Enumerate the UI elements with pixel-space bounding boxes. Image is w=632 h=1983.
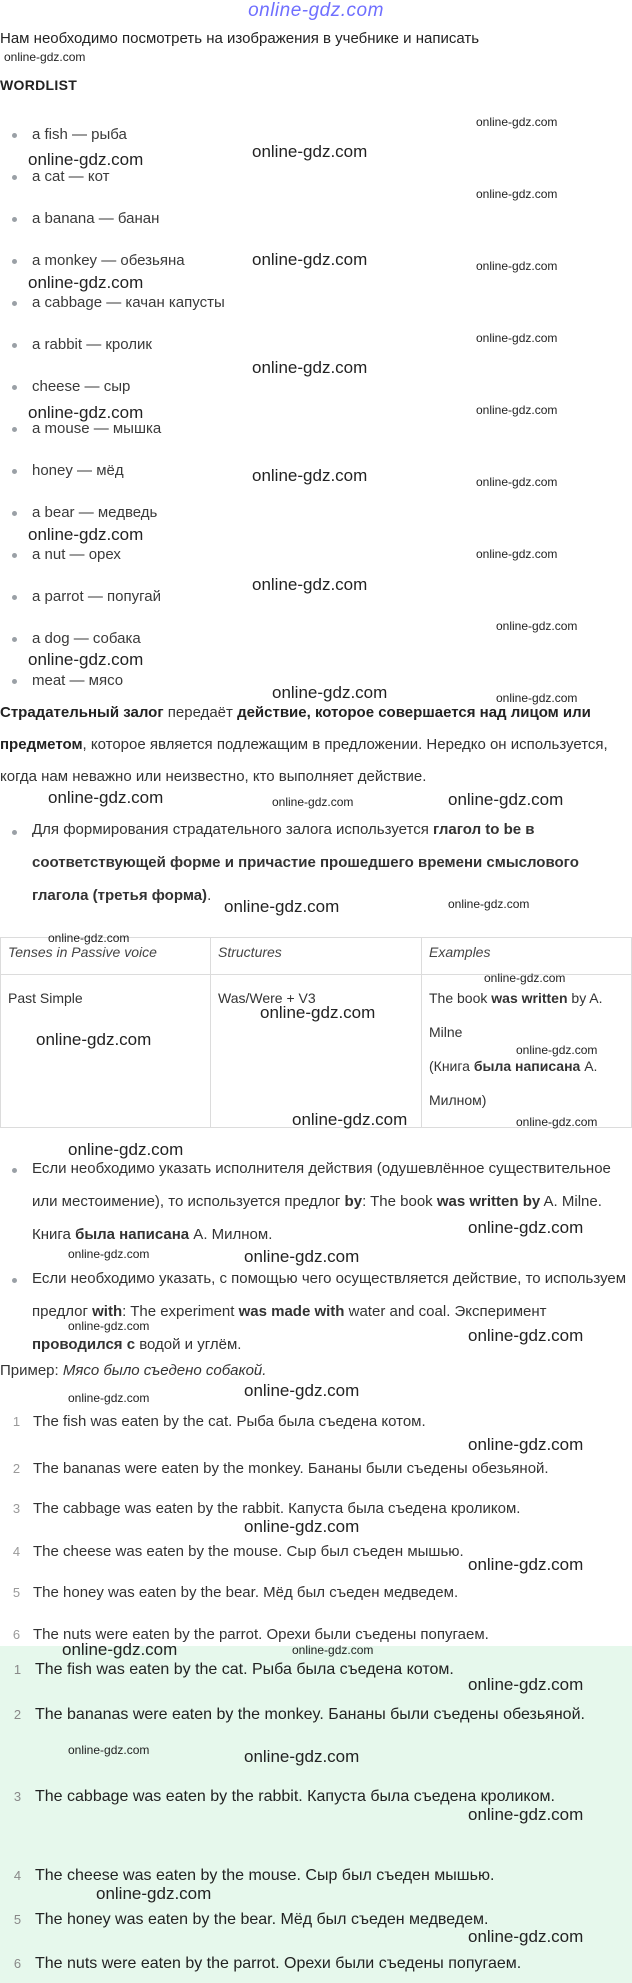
bullet-icon [12, 1278, 17, 1283]
watermark: online-gdz.com [476, 475, 558, 489]
watermark: online-gdz.com [244, 1381, 360, 1400]
watermark: online-gdz.com [68, 1743, 150, 1757]
watermark: online-gdz.com [68, 1391, 150, 1405]
watermark: online-gdz.com [28, 273, 144, 292]
table-cell-tense: Past Simple [1, 975, 211, 1128]
list-item: 3 The cabbage was eaten by the rabbit. Капуста была съедена кроликом. [12, 1500, 521, 1517]
list-item: a banana — банан [12, 210, 159, 227]
watermark: online-gdz.com [516, 1115, 598, 1129]
bullet-icon [12, 830, 17, 835]
watermark: online-gdz.com [468, 1675, 584, 1694]
watermark: online-gdz.com [252, 250, 368, 269]
watermark: online-gdz.com [244, 1247, 360, 1266]
watermark: online-gdz.com [28, 650, 144, 669]
watermark: online-gdz.com [244, 1517, 360, 1536]
watermark: online-gdz.com [252, 142, 368, 161]
list-item: a dog — собака [12, 630, 141, 647]
watermark: online-gdz.com [36, 1030, 152, 1049]
watermark: online-gdz.com [260, 1003, 376, 1022]
watermark: online-gdz.com [252, 575, 368, 594]
list-item: 5 The honey was eaten by the bear. Мёд был съеден медведем. [12, 1584, 459, 1601]
watermark: online-gdz.com [476, 187, 558, 201]
watermark: online-gdz.com [48, 788, 164, 807]
list-item: meat — мясо [12, 672, 123, 689]
watermark: online-gdz.com [96, 1884, 212, 1903]
list-item: 1 The fish was eaten by the cat. Рыба была съедена котом. [12, 1413, 426, 1430]
example-line: Пример: Мясо было съедено собакой. [0, 1362, 267, 1379]
bullet-icon [12, 511, 17, 516]
watermark: online-gdz.com [68, 1140, 184, 1159]
list-item: 5 The honey was eaten by the bear. Мёд был съеден медведем. [13, 1911, 489, 1928]
watermark: online-gdz.com [4, 50, 86, 64]
watermark: online-gdz.com [496, 691, 578, 705]
list-item: a parrot — попугай [12, 588, 161, 605]
watermark: online-gdz.com [468, 1927, 584, 1946]
watermark: online-gdz.com [292, 1110, 408, 1129]
watermark: online-gdz.com [468, 1805, 584, 1824]
note-with-paragraph: Если необходимо указать, с помощью чего осуществляется действие, то используем предлог with: The experiment was made with water and coal. Эксперимент проводился с водой и углём. [32, 1270, 627, 1353]
watermark: online-gdz.com [468, 1218, 584, 1237]
watermark: online-gdz.com [448, 790, 564, 809]
list-item: a bear — медведь [12, 504, 157, 521]
list-item: 4 The cheese was eaten by the mouse. Сыр был съеден мышью. [12, 1543, 464, 1560]
list-item: 1 The fish was eaten by the cat. Рыба была съедена котом. [13, 1661, 454, 1678]
watermark: online-gdz.com [252, 358, 368, 377]
bullet-icon [12, 343, 17, 348]
table-header-structures: Structures [211, 938, 422, 975]
watermark: online-gdz.com [476, 547, 558, 561]
list-item: 2 The bananas were eaten by the monkey. Бананы были съедены обезьяной. [13, 1706, 585, 1723]
watermark: online-gdz.com [496, 619, 578, 633]
watermark: online-gdz.com [272, 795, 354, 809]
site-header: online-gdz.com [248, 0, 384, 21]
watermark: online-gdz.com [48, 931, 130, 945]
list-item: a fish — рыба [12, 126, 127, 143]
passive-rule-paragraph: Для формирования страдательного залога используется глагол to be в соответствующей форме и причастие прошедшего времени смыслового глагола (третья форма). [32, 821, 579, 904]
list-item: honey — мёд [12, 462, 124, 479]
list-item: a nut — орех [12, 546, 121, 563]
table-cell-example: The book was written by A. Milne (Книга была написана А. Милном) [422, 975, 632, 1128]
list-item: 4 The cheese was eaten by the mouse. Сыр был съеден мышью. [13, 1867, 495, 1884]
watermark: online-gdz.com [484, 971, 566, 985]
bullet-icon [12, 385, 17, 390]
bullet-icon [12, 427, 17, 432]
passive-intro-paragraph: Страдательный залог передаёт действие, которое совершается над лицом или предметом, которое является подлежащим в предложении. Нередко он используется, когда нам неважно или неизвестно, кто выполняет действие. [0, 704, 608, 785]
list-item: 6 The nuts were eaten by the parrot. Орехи были съедены попугаем. [12, 1626, 489, 1643]
bullet-icon [12, 1168, 17, 1173]
watermark: online-gdz.com [272, 683, 388, 702]
table-header-examples: Examples [422, 938, 632, 975]
bullet-icon [12, 595, 17, 600]
bullet-icon [12, 301, 17, 306]
watermark: online-gdz.com [292, 1643, 374, 1657]
list-item: 2 The bananas were eaten by the monkey. Бананы были съедены обезьяной. [12, 1460, 549, 1477]
watermark: online-gdz.com [68, 1247, 150, 1261]
watermark: online-gdz.com [68, 1319, 150, 1333]
watermark: online-gdz.com [252, 466, 368, 485]
table-cell-structure: Was/Were + V3 [211, 975, 422, 1128]
watermark: online-gdz.com [516, 1043, 598, 1057]
watermark: online-gdz.com [476, 259, 558, 273]
bullet-icon [12, 679, 17, 684]
list-item: 6 The nuts were eaten by the parrot. Орехи были съедены попугаем. [13, 1955, 522, 1972]
watermark: online-gdz.com [476, 115, 558, 129]
list-item: a rabbit — кролик [12, 336, 152, 353]
watermark: online-gdz.com [224, 897, 340, 916]
list-item: a mouse — мышка [12, 420, 161, 437]
bullet-icon [12, 175, 17, 180]
list-item: 3 The cabbage was eaten by the rabbit. Капуста была съедена кроликом. [13, 1788, 555, 1805]
bullet-icon [12, 637, 17, 642]
intro-text: Нам необходимо посмотреть на изображения в учебнике и написать [0, 30, 480, 47]
watermark: online-gdz.com [476, 331, 558, 345]
watermark: online-gdz.com [468, 1326, 584, 1345]
list-item: cheese — сыр [12, 378, 130, 395]
watermark: online-gdz.com [62, 1640, 178, 1659]
watermark: online-gdz.com [28, 403, 144, 422]
watermark: online-gdz.com [476, 403, 558, 417]
table-header-tense: Tenses in Passive voice [1, 938, 211, 975]
bullet-icon [12, 259, 17, 264]
wordlist-heading: WORDLIST [0, 77, 78, 93]
watermark: online-gdz.com [468, 1435, 584, 1454]
watermark: online-gdz.com [468, 1555, 584, 1574]
bullet-icon [12, 133, 17, 138]
watermark: online-gdz.com [244, 1747, 360, 1766]
list-item: a cabbage — качан капусты [12, 294, 225, 311]
watermark: online-gdz.com [448, 897, 530, 911]
bullet-icon [12, 217, 17, 222]
watermark: online-gdz.com [28, 525, 144, 544]
note-by-paragraph: Если необходимо указать исполнителя действия (одушевлённое существительное или местоимение), то используется предлог by: The book was written by A. Milne. Книга была написана А. Милном. [32, 1160, 611, 1243]
list-item: a monkey — обезьяна [12, 252, 185, 269]
bullet-icon [12, 553, 17, 558]
bullet-icon [12, 469, 17, 474]
watermark: online-gdz.com [28, 150, 144, 169]
list-item: a cat — кот [12, 168, 109, 185]
